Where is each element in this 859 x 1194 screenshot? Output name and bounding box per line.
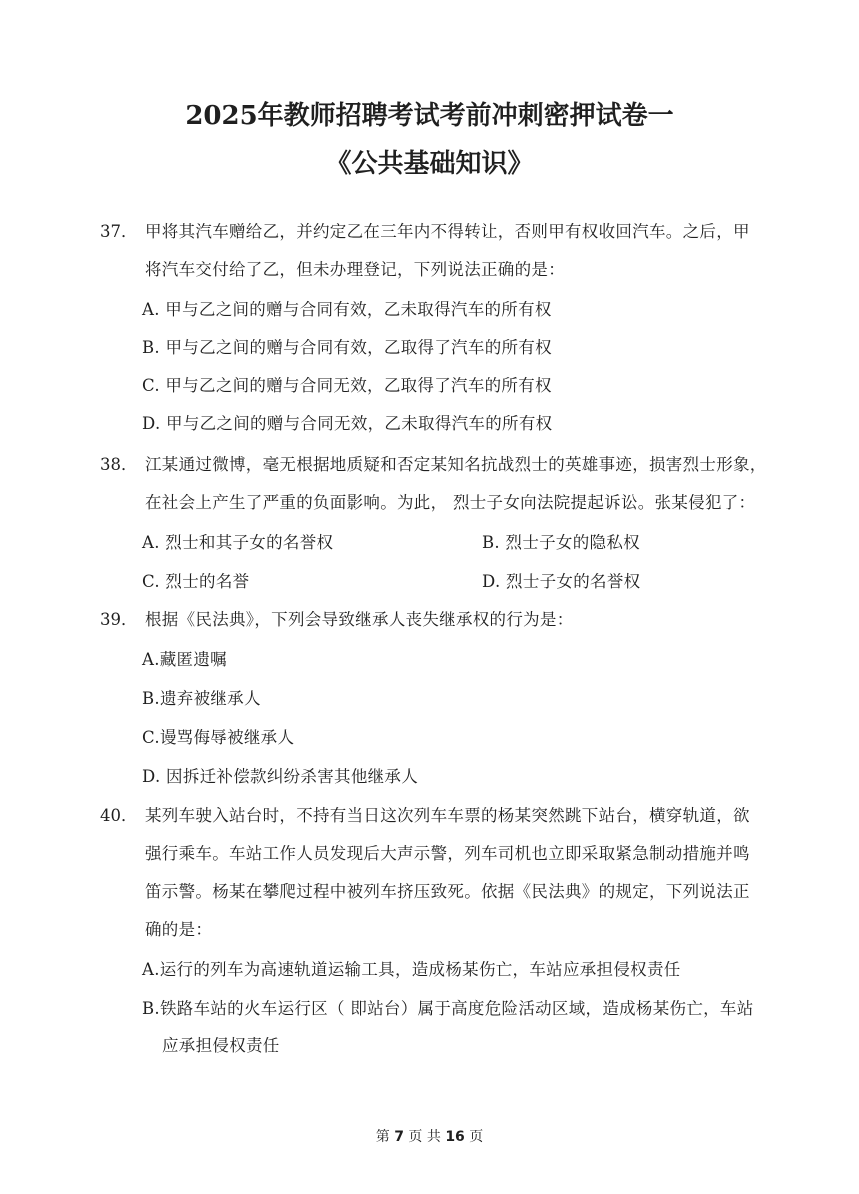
current-page-number: 7 [394,1129,404,1145]
page-footer [0,1126,859,1146]
question-stem-line: 强行乘车。车站工作人员发现后大声示警，列车司机也立即采取紧急制动措施并鸣 [145,844,750,863]
footer-suffix: 页 [469,1129,484,1145]
question-number: 38． [100,455,138,474]
option-b: B. 甲与乙之间的赠与合同有效，乙取得了汽车的所有权 [142,338,552,357]
question-number: 37． [100,222,138,241]
option-d: D. 甲与乙之间的赠与合同无效，乙未取得汽车的所有权 [142,414,553,433]
question-stem-line: 根据《民法典》，下列会导致继承人丧失继承权的行为是： [145,610,574,629]
question-stem-line: 甲将其汽车赠给乙，并约定乙在三年内不得转让，否则甲有权收回汽车。之后，甲 [145,222,750,241]
option-b: B. 烈士子女的隐私权 [482,533,640,552]
option-a: A. 甲与乙之间的赠与合同有效，乙未取得汽车的所有权 [142,300,552,319]
option-d: D. 因拆迁补偿款纠纷杀害其他继承人 [142,767,419,786]
option-b-continuation: 应承担侵权责任 [162,1036,280,1055]
question-number: 40． [100,806,138,825]
option-b: B.铁路车站的火车运行区（ 即站台）属于高度危险活动区域，造成杨某伤亡，车站 [142,999,754,1018]
total-pages: 16 [445,1129,465,1145]
footer-prefix: 第 [375,1129,390,1145]
option-a: A.藏匿遗嘱 [142,650,227,669]
option-d: D. 烈士子女的名誉权 [482,572,641,591]
question-stem-line: 将汽车交付给了乙，但未办理登记，下列说法正确的是： [145,260,565,279]
footer-middle: 页 共 [408,1129,441,1145]
question-stem-line: 某列车驶入站台时，不持有当日这次列车车票的杨某突然跳下站台，横穿轨道，欲 [145,806,750,825]
question-stem-line: 确的是： [145,920,213,939]
question-stem-line: 江某通过微博，毫无根据地质疑和否定某知名抗战烈士的英雄事迹，损害烈士形象， [145,455,767,474]
question-stem-line: 笛示警。杨某在攀爬过程中被列车挤压致死。依据《民法典》的规定，下列说法正 [145,882,750,901]
option-a: A.运行的列车为高速轨道运输工具，造成杨某伤亡，车站应承担侵权责任 [142,960,681,979]
page-subtitle: 《公共基础知识》 [325,149,534,179]
option-a: A. 烈士和其子女的名誉权 [142,533,334,552]
option-c: C.谩骂侮辱被继承人 [142,728,295,747]
option-b: B.遗弃被继承人 [142,689,261,708]
question-number: 39． [100,610,138,629]
question-stem-line: 在社会上产生了严重的负面影响。为此， 烈士子女向法院提起诉讼。张某侵犯了： [145,493,756,512]
option-c: C. 甲与乙之间的赠与合同无效，乙取得了汽车的所有权 [142,376,552,395]
page-title: 2025年教师招聘考试考前冲刺密押试卷一 [185,101,674,131]
option-c: C. 烈士的名誉 [142,572,250,591]
